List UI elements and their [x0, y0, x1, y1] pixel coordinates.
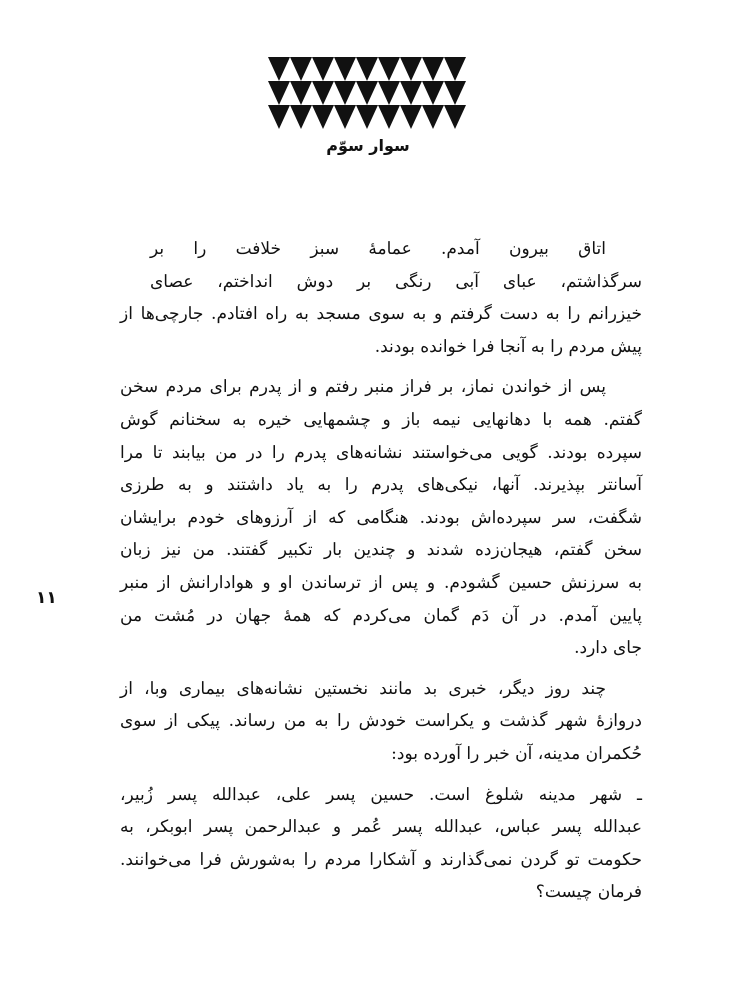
chapter-title: سوار سوّم: [326, 136, 410, 155]
text-line: سخن گفتم، هیجان‌زده شدند و چندین بار تکبیر گفتند. من نیز زبان: [120, 540, 642, 561]
triangle-pattern-ornament-icon: [268, 57, 468, 129]
text-line: پیش مردم را به آنجا فرا خوانده بودند.: [374, 336, 642, 357]
text-line: پایین آمدم. در آن دَم گمان می‌کردم که همهٔ جهان در مُشت من: [120, 605, 642, 626]
text-line: به سرزنش حسین گشودم. و پس از ترساندن او و هوادارانش از منبر: [120, 572, 642, 593]
text-line: سپرده بودند. گویی می‌خواستند نشانه‌های پدرم را در من بیابند تا مرا: [120, 442, 642, 463]
text-line: حکومت تو گردن نمی‌گذارند و آشکارا مردم را به‌شورش فرا می‌خوانند.: [120, 849, 642, 870]
text-line: گفتم. همه با دهانهایی نیمه باز و چشمهایی خیره به سخنانم گوش: [120, 409, 642, 430]
text-line: حُکمران مدینه، آن خبر را آورده بود:: [391, 743, 642, 764]
text-line: جای دارد.: [574, 638, 642, 659]
text-line: عبدالله پسر عباس، عبدالله پسر عُمر و عبدالرحمن پسر ابوبکر، به: [120, 817, 642, 838]
body-text: [120, 233, 642, 917]
paragraph: [120, 673, 642, 771]
text-line: فرمان چیست؟: [535, 882, 642, 903]
paragraph: [120, 779, 642, 909]
text-line: سرگذاشتم، عبای آبی رنگی بر دوش انداختم، عصای: [150, 271, 642, 292]
text-line: آسانتر بپذیرند. آنها، نیکی‌های پدرم را به یاد داشتند و به طرزی: [120, 475, 642, 496]
text-line: شگفت، سر سپرده‌اش بودند. هنگامی که از آرزوهای خودم برایشان: [120, 507, 642, 528]
text-line: اتاق بیرون آمدم. عمامهٔ سبز خلافت را بر: [150, 239, 606, 259]
text-line: ـ شهر مدینه شلوغ است. حسین پسر علی، عبدالله پسر زُبیر،: [120, 784, 642, 805]
text-line: پس از خواندن نماز، بر فراز منبر رفتم و از پدرم برای مردم سخن: [120, 377, 606, 398]
paragraph: [120, 371, 642, 664]
paragraph: [120, 233, 642, 363]
text-line: دروازهٔ شهر گذشت و یکراست خودش را به من رساند. پیکی از سوی: [120, 711, 642, 732]
text-line: چند روز دیگر، خبری بد مانند نخستین نشانه‌های بیماری وبا، از: [120, 678, 606, 699]
text-line: خیزرانم را به دست گرفتم و به سوی مسجد به راه افتادم. جارچی‌ها از: [120, 304, 642, 325]
page-number: ۱۱: [36, 588, 57, 608]
